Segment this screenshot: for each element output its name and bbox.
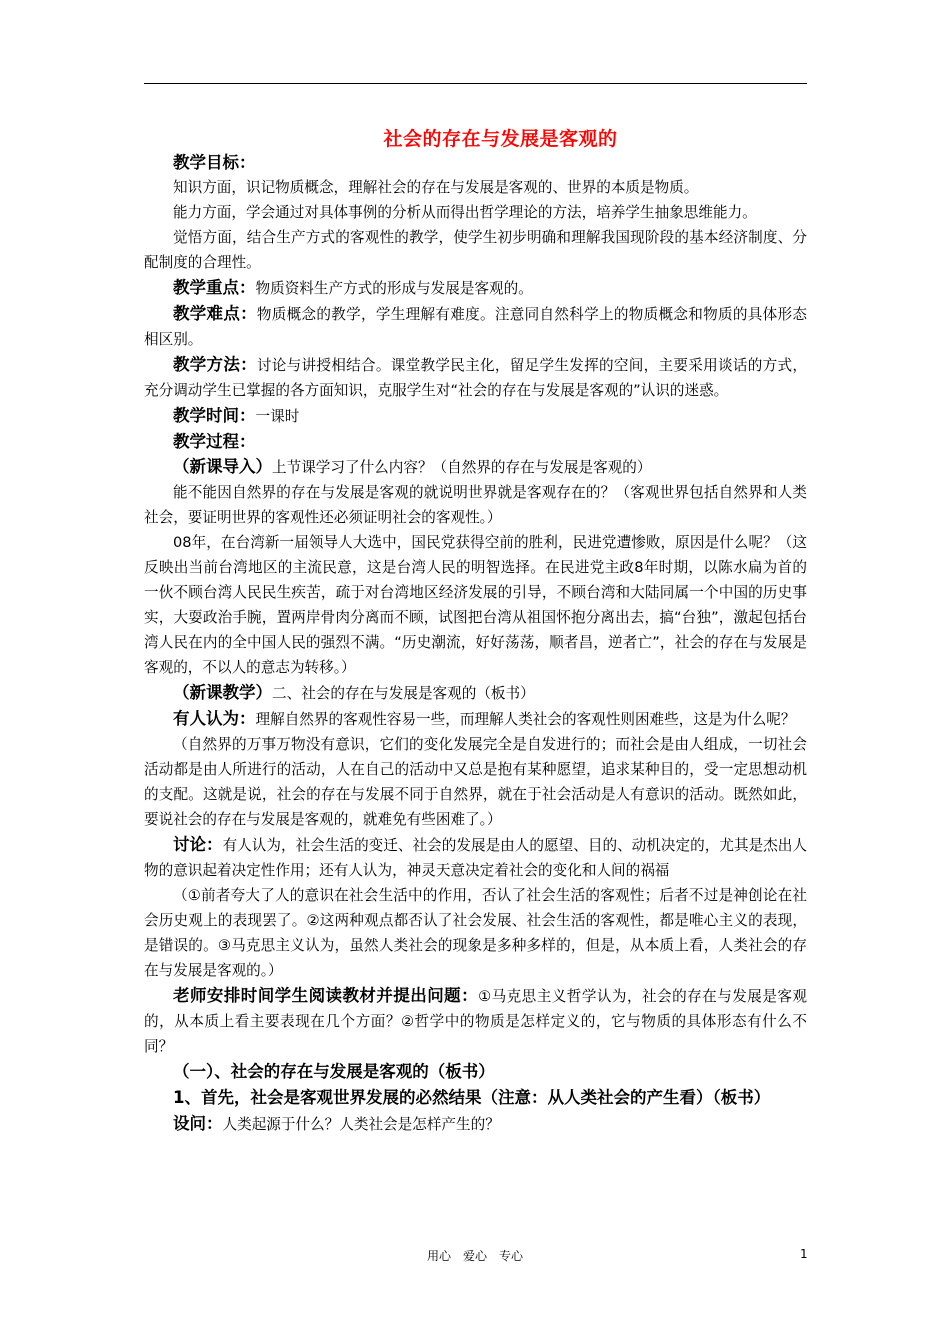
paragraph: （①前者夸大了人的意识在社会生活中的作用，否认了社会生活的客观性；后者不过是神创论在社会历史观上的表现罢了。②这两种观点都否认了社会发展、社会生活的客观性，都是唯心主义的表现，是错误的。③马克思主义认为，虽然人类社会的现象是多种多样的，但是，从本质上看，人类社会的存在与发展是客观的。）	[144, 887, 807, 979]
intro-heading: （新课导入）	[173, 457, 272, 476]
teach-text: 二、社会的存在与发展是客观的（板书）	[272, 685, 535, 702]
teacher-text: ①马克思主义哲学认为，社会的存在与发展是客观的，从本质上看主要表现在几个方面？②哲学中的物质是怎样定义的，它与物质的具体形态有什么不同？	[144, 988, 808, 1055]
question-heading: 设问：	[173, 1114, 223, 1133]
teach-heading: （新课教学）	[173, 683, 272, 702]
method-text: 讨论与讲授相结合。课堂教学民主化，留足学生发挥的空间，主要采用谈话的方式，充分调动学生已掌握的各方面知识，克服学生对“社会的存在与发展是客观的”认识的迷惑。	[144, 357, 807, 399]
paragraph: 觉悟方面，结合生产方式的客观性的教学，使学生初步明确和理解我国现阶段的基本经济制度、分配制度的合理性。	[144, 229, 807, 271]
opinion-heading: 有人认为：	[173, 709, 256, 728]
section-heading: 1、首先，社会是客观世界发展的必然结果（注意：从人类社会的产生看）（板书）	[173, 1088, 771, 1107]
intro	[144, 454, 807, 480]
discussion	[144, 832, 807, 883]
key-text: 物质资料生产方式的形成与发展是客观的。	[255, 280, 533, 297]
time-heading: 教学时间：	[173, 406, 256, 425]
method	[144, 352, 807, 403]
opinion-text: 理解自然界的客观性容易一些，而理解人类社会的客观性则困难些，这是为什么呢？	[255, 711, 796, 728]
teacher-task	[144, 983, 807, 1059]
teach	[144, 680, 807, 706]
paragraph: 知识方面，识记物质概念，理解社会的存在与发展是客观的、世界的本质是物质。	[173, 179, 699, 196]
paragraph: （自然界的万事万物没有意识，它们的变化发展完全是自发进行的；而社会是由人组成，一切社会活动都是由人所进行的活动，人在自己的活动中又总是抱有某种愿望，追求某种目的，受一定思想动机的支配。这就是说，社会的存在与发展不同于自然界，就在于社会活动是人有意识的活动。既然如此，要说社会的存在与发展是客观的，就难免有些困难了。）	[144, 736, 807, 828]
discussion-text: 有人认为，社会生活的变迁、社会的发展是由人的愿望、目的、动机决定的，尤其是杰出人物的意识起着决定性作用；还有人认为，神灵天意决定着社会的变化和人间的祸福	[144, 837, 807, 879]
diff-heading: 教学难点：	[173, 304, 257, 323]
diff-text: 物质概念的教学，学生理解有难度。注意同自然科学上的物质概念和物质的具体形态相区别。	[144, 306, 807, 348]
time	[144, 403, 807, 429]
method-heading: 教学方法：	[173, 355, 257, 374]
section-heading: （一）、社会的存在与发展是客观的（板书）	[173, 1062, 495, 1081]
header-rule	[144, 83, 807, 84]
process-heading: 教学过程：	[173, 432, 256, 451]
question	[144, 1111, 807, 1137]
paragraph: 能力方面，学会通过对具体事例的分析从而得出哲学理论的方法，培养学生抽象思维能力。	[173, 204, 757, 221]
key-point	[144, 275, 807, 301]
document-body	[144, 150, 807, 1137]
time-text: 一课时	[255, 408, 300, 425]
intro-text: 上节课学习了什么内容？（自然界的存在与发展是客观的）	[272, 459, 652, 476]
document-title: 社会的存在与发展是客观的	[383, 128, 618, 150]
page-footer: 用心 爱心 专心	[426, 1249, 523, 1263]
opinion	[144, 706, 807, 732]
difficulty	[144, 301, 807, 352]
key-heading: 教学重点：	[173, 278, 256, 297]
paragraph: 08年，在台湾新一届领导人大选中，国民党获得空前的胜利，民进党遭惨败，原因是什么呢？（这反映出当前台湾地区的主流民意，这是台湾人民的明智选择。在民进党主政8年时期，以陈水扁为首的一伙不顾台湾人民民生疾苦，疏于对台湾地区经济发展的引导，不顾台湾和大陆同属一个中国的历史事实，大耍政治手腕，置两岸骨肉分离而不顾，试图把台湾从祖国怀抱分离出去，搞“台独”，激起包括台湾人民在内的全中国人民的强烈不满。“历史潮流，好好荡荡，顺者昌，逆者亡”，社会的存在与发展是客观的，不以人的意志为转移。）	[144, 534, 807, 676]
question-text: 人类起源于什么？人类社会是怎样产生的？	[222, 1116, 500, 1133]
discussion-heading: 讨论：	[173, 835, 223, 854]
page-number: 1	[800, 1247, 808, 1261]
teacher-heading: 老师安排时间学生阅读教材并提出问题：	[173, 986, 479, 1005]
goal-heading: 教学目标：	[173, 153, 256, 172]
paragraph: 能不能因自然界的存在与发展是客观的就说明世界就是客观存在的？（客观世界包括自然界和人类社会，要证明世界的客观性还必须证明社会的客观性。）	[144, 484, 807, 526]
